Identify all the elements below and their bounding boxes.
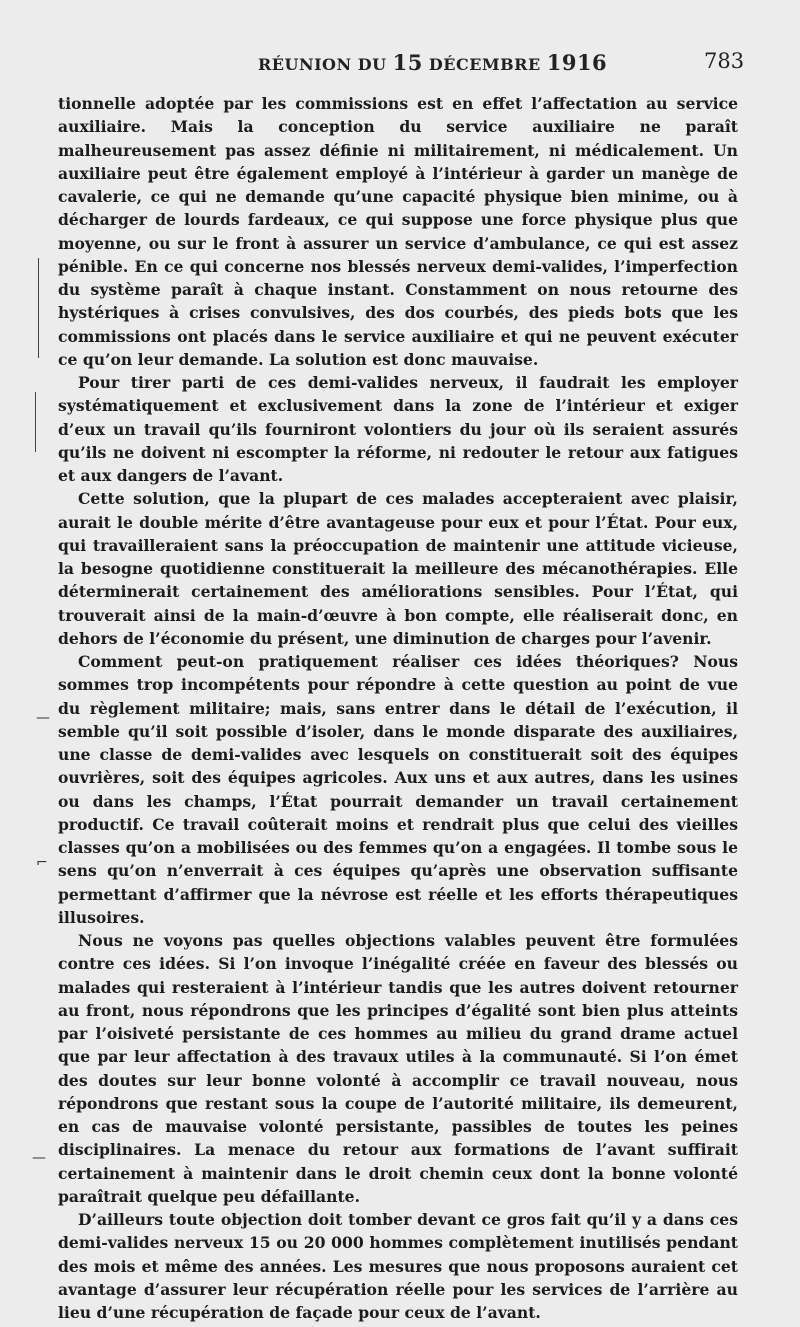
page-body (58, 92, 738, 1324)
paragraph-3: Cette solution, que la plupart de ces malades accepteraient avec plaisir, aurait le double mérite d’être avantageuse pour eux et pour l’État. Pour eux, qui travailleraient sans la préoccupation de maintenir une attitude vicieuse, la besogne quotidienne constituerait la meilleure des mécanothérapies. Elle déterminerait certainement des améliorations sensibles. Pour l’État, qui trouverait ainsi de la main-d’œuvre à bon compte, elle réaliserait donc, en dehors de l’économie du présent, une diminution de charges pour l’avenir. (58, 489, 738, 648)
margin-bracket-1 (38, 258, 39, 358)
running-head-year: 1916 (546, 50, 608, 75)
running-head-day: 15 (392, 50, 423, 75)
paragraph-5: Nous ne voyons pas quelles objections valables peuvent être formulées contre ces idées. Si l’on invoque l’inégalité créée en faveur des blessés ou malades qui resteraient à l’intérieur tandis que les autres doivent retourner au front, nous répondrons que les principes d’égalité sont bien plus atteints par l’oisiveté persistante de ces hommes au milieu du grand drame actuel que par leur affectation à des travaux utiles à la communauté. Si l’on émet des doutes sur leur bonne volonté à accomplir ce travail nouveau, nous répondrons que restant sous la coupe de l’autorité militaire, ils demeurent, en cas de mauvaise volonté persistante, passibles de toutes les peines disciplinaires. La menace du retour aux formations de l’avant suffirait certainement à maintenir dans le droit chemin ceux dont la bonne volonté paraîtrait quelque peu défaillante. (58, 931, 738, 1206)
page-header (0, 50, 800, 76)
margin-dash-1: — (36, 710, 50, 726)
paragraph-4: Comment peut-on pratiquement réaliser ces idées théoriques? Nous sommes trop incompétents pour répondre à cette question au point de vue du règlement militaire; mais, sans entrer dans le détail de l’exécution, il semble qu’il soit possible d’isoler, dans le monde disparate des auxiliaires, une classe de demi-valides avec lesquels on constituerait soit des équipes ouvrières, soit des équipes agricoles. Aux uns et aux autres, dans les usines ou dans les champs, l’État pourrait demander un travail certainement productif. Ce travail coûterait moins et rendrait plus que celui des vieilles classes qu’on a mobilisées ou des femmes qu’on a engagées. Il tombe sous le sens qu’on n’enverrait à ces équipes qu’après une observation suffisante permettant d’affirmer que la névrose est réelle et les efforts thérapeutiques illusoires. (58, 652, 738, 927)
margin-dash-3: ⌐ (36, 855, 48, 871)
running-head (258, 50, 607, 75)
running-head-title: RÉUNION DU (258, 55, 387, 74)
page-number: 783 (704, 49, 745, 73)
paragraph-6: D’ailleurs toute objection doit tomber devant ce gros fait qu’il y a dans ces demi-valides nerveux 15 ou 20 000 hommes complètement inutilisés pendant des mois et même des années. Les mesures que nous proposons auraient cet avantage d’assurer leur récupération réelle pour les services de l’arrière au lieu d’une récupération de façade pour ceux de l’avant. (58, 1210, 738, 1322)
margin-dash-2: — (32, 1150, 46, 1166)
paragraph-2: Pour tirer parti de ces demi-valides nerveux, il faudrait les employer systématiquement et exclusivement dans la zone de l’intérieur et exiger d’eux un travail qu’ils fourniront volontiers du jour où ils seraient assurés qu’ils ne doivent ni escompter la réforme, ni redouter le retour aux fatigues et aux dangers de l’avant. (58, 373, 738, 485)
running-head-month: DÉCEMBRE (428, 55, 541, 74)
paragraph-1: tionnelle adoptée par les commissions est en effet l’affectation au service auxiliaire. Mais la conception du service auxiliaire ne paraît malheureusement pas assez définie ni militairement, ni médicalement. Un auxiliaire peut être également employé à l’intérieur à garder un manège de cavalerie, ce qui ne demande qu’une capacité physique bien minime, ou à décharger de lourds fardeaux, ce qui suppose une force physique plus que moyenne, ou sur le front à assurer un service d’ambulance, ce qui est assez pénible. En ce qui concerne nos blessés nerveux demi-valides, l’imperfection du système paraît à chaque instant. Constamment on nous retourne des hystériques à crises convulsives, des dos courbés, des pieds bots que les commissions ont placés dans le service auxiliaire et qui ne peuvent exécuter ce qu’on leur demande. La solution est donc mauvaise. (58, 94, 738, 369)
margin-bracket-2 (35, 392, 36, 452)
